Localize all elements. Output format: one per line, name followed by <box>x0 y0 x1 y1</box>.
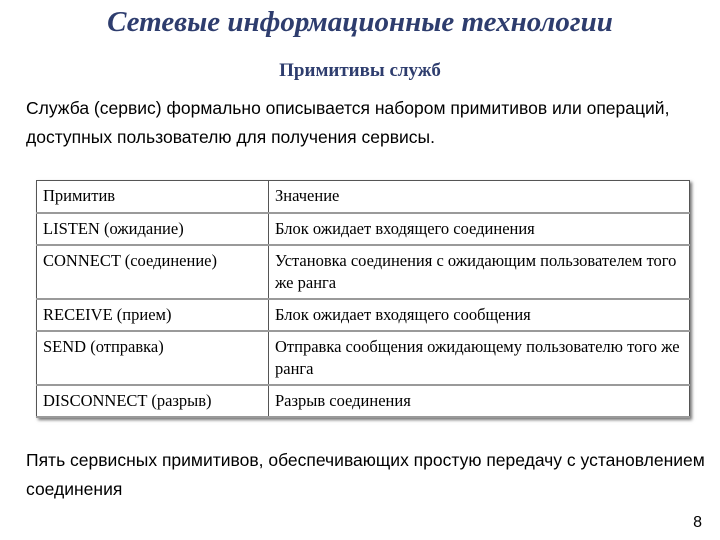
cell-meaning: Отправка сообщения ожидающему пользователю того же ранга <box>269 331 690 385</box>
table-row <box>37 213 690 245</box>
table-row <box>37 385 690 417</box>
cell-primitive: SEND (отправка) <box>37 331 269 385</box>
cell-meaning: Блок ожидает входящего сообщения <box>269 299 690 331</box>
header-title: Сетевые информационные технологии <box>107 6 613 38</box>
cell-primitive: CONNECT (соединение) <box>37 245 269 299</box>
footer-note: Пять сервисных примитивов, обеспечивающих простую передачу с установлением соединения <box>26 450 705 499</box>
cell-meaning: Разрыв соединения <box>269 385 690 417</box>
slide-subtitle: Примитивы служб <box>279 60 441 81</box>
table-row <box>37 331 690 385</box>
intro-paragraph: Служба (сервис) формально описывается набором примитивов или операций, доступных пользователю для получения сервисы. <box>26 98 670 147</box>
header-cell-meaning: Значение <box>269 181 690 214</box>
page-number: 8 <box>693 514 702 531</box>
cell-meaning: Блок ожидает входящего соединения <box>269 213 690 245</box>
cell-meaning: Установка соединения с ожидающим пользователем того же ранга <box>269 245 690 299</box>
cell-primitive: DISCONNECT (разрыв) <box>37 385 269 417</box>
cell-primitive: LISTEN (ожидание) <box>37 213 269 245</box>
table-row <box>37 299 690 331</box>
primitives-table <box>36 180 690 418</box>
table-row <box>37 245 690 299</box>
cell-primitive: RECEIVE (прием) <box>37 299 269 331</box>
header-cell-primitive: Примитив <box>37 181 269 214</box>
table-header-row <box>37 181 690 214</box>
